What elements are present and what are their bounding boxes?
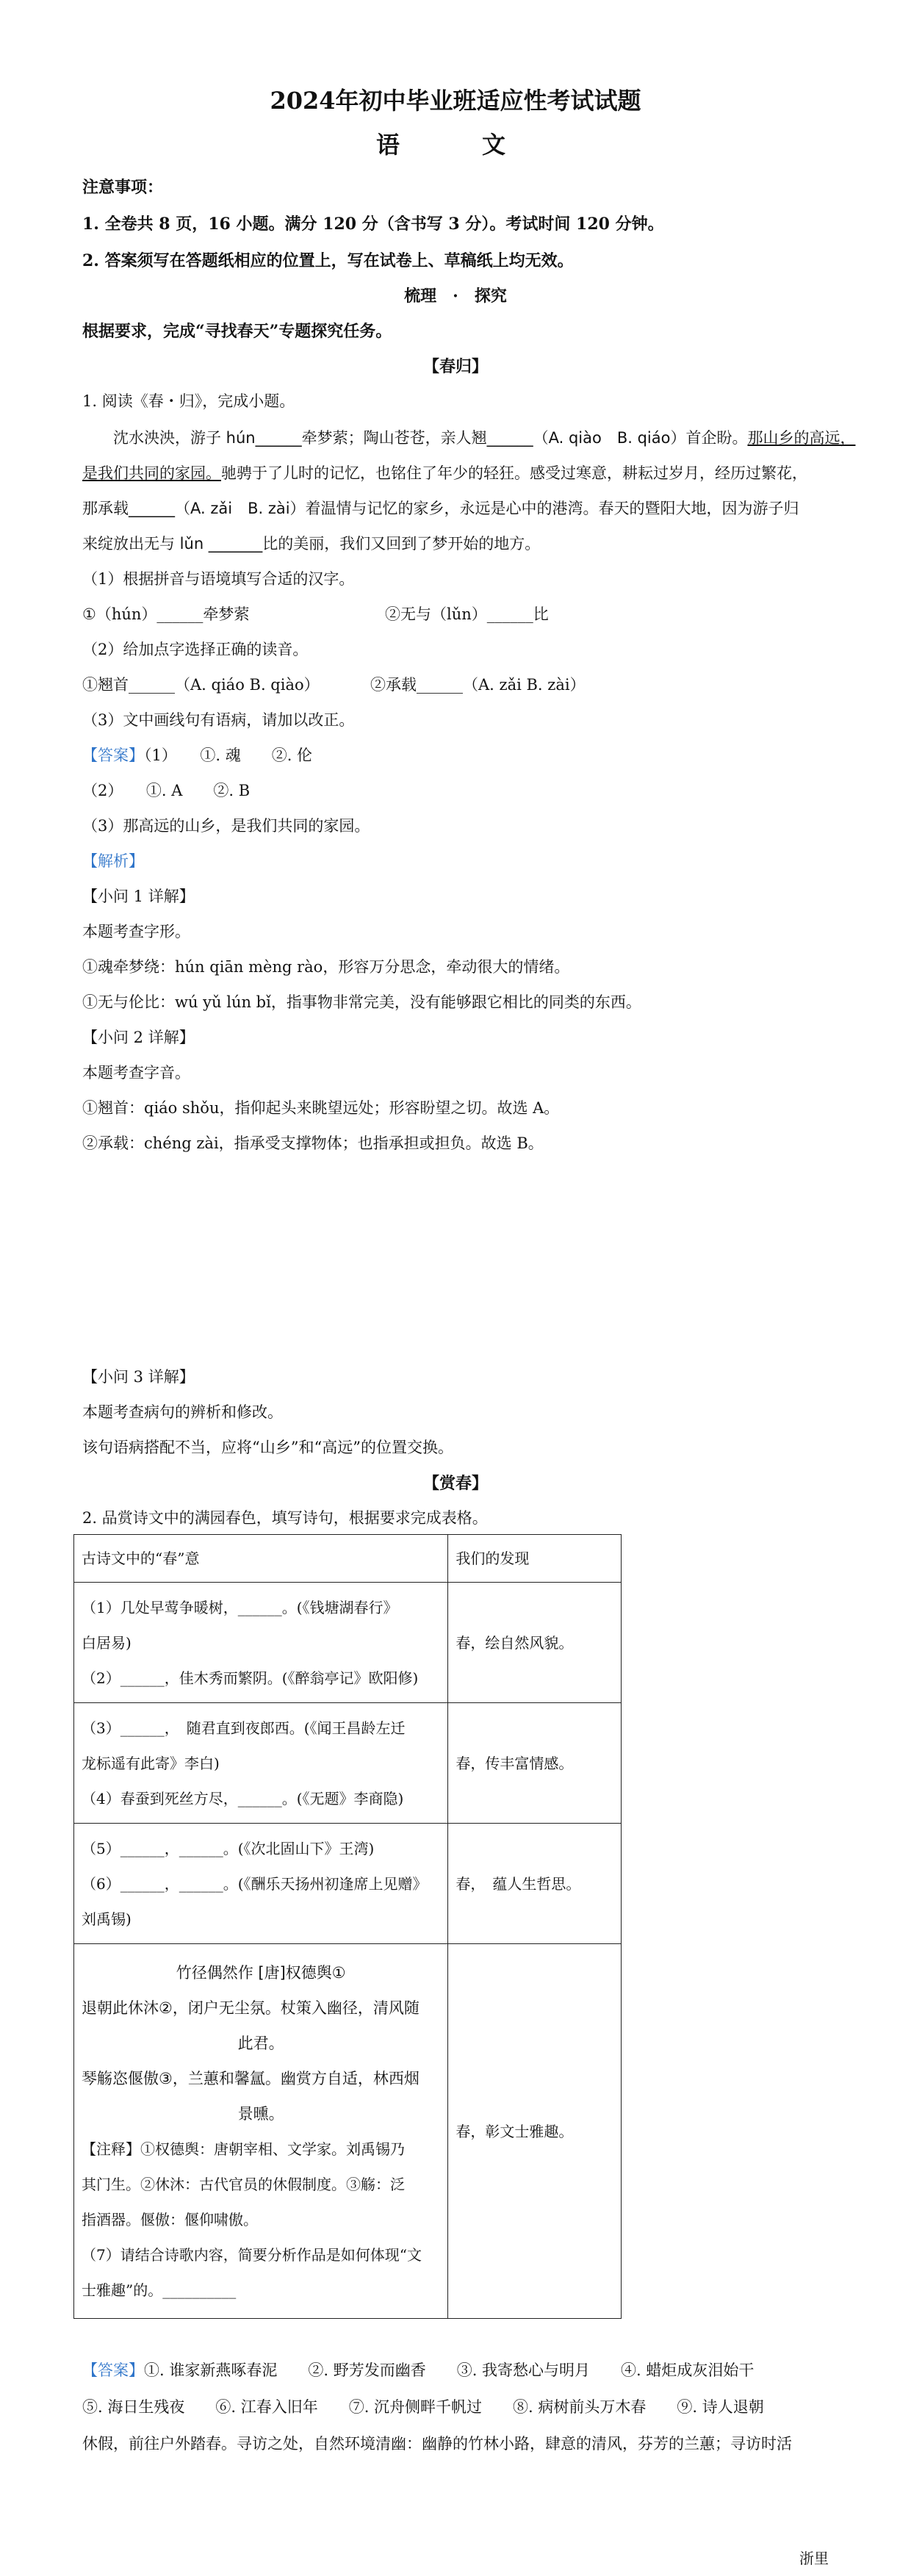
detail-3-heading: 【小问 3 详解】 [82,1368,195,1386]
sub-question-1: （1）根据拼音与语境填写合适的汉字。 [82,570,355,588]
detail-3-line-2: 该句语病搭配不当，应将“山乡”和“高远”的位置交换。 [82,1439,453,1456]
sub-question-1b: ②无与（lǔn）______比 [385,605,549,623]
table-cell-poems [74,1583,448,1703]
section-title: 梳理 · 探究 [404,287,507,306]
cell-line: （5）______，______。(《次北固山下》王湾) [82,1839,375,1857]
table-header-col2: 我们的发现 [448,1535,622,1583]
passage-line-4: 来绽放出无与 lǔn _______比的美丽，我们又回到了梦开始的地方。 [82,535,541,553]
table-cell-poems [74,1824,448,1944]
poem-line: 琴觞恣偃傲③，兰蕙和馨氲。幽赏方自适，林西烟 [82,2069,420,2087]
q2-answer-row-1 [82,2359,754,2381]
answer-2: （2） ①. A ②. B [82,782,251,799]
table-row [74,1583,622,1703]
note-line: 指酒器。偃傲：偃仰啸傲。 [82,2210,258,2228]
note-line: 其门生。②休沐：古代官员的休假制度。③觞：泛 [82,2175,405,2193]
subject-title: 语 文 [375,131,535,159]
table-cell-poem-question [74,1944,448,2319]
note-line: （7）请结合诗歌内容，简要分析作品是如何体现“文 [82,2245,422,2264]
table-cell-finding: 春，绘自然风貌。 [448,1583,622,1703]
q2-answer-line-2: ⑤. 海日生残夜 ⑥. 江春入旧年 ⑦. 沉舟侧畔千帆过 ⑧. 病树前头万木春 ⑨. 诗人退朝 [82,2398,764,2416]
cell-line: （4）春蚕到死丝方尽，______。(《无题》李商隐) [82,1789,404,1807]
footer-mark: 浙里 [799,2550,829,2567]
q2-answer-line-1: ①. 谁家新燕啄春泥 ②. 野芳发而幽香 ③. 我寄愁心与明月 ④. 蜡炬成灰泪始干 [144,2361,755,2379]
table-header-row [74,1535,622,1583]
q2-answer-line-3: 休假，前往户外踏春。寻访之处，自然环境清幽：幽静的竹林小路，肆意的清风，芬芳的兰蕙；寻访时活 [82,2435,792,2453]
notice-item-1: 1. 全卷共 8 页，16 小题。满分 120 分（含书写 3 分）。考试时间 120 分钟。 [82,215,664,234]
answer-label: 【答案】 [82,746,144,764]
poem-line: 景曛。 [237,2104,284,2123]
table-cell-finding: 春， 蕴人生哲思。 [448,1824,622,1944]
note-line: 士雅趣”的。__________ [82,2281,237,2299]
part1-heading: 【春归】 [422,357,488,376]
task-intro: 根据要求，完成“寻找春天”专题探究任务。 [82,322,392,341]
sub-question-2a: ①翘首______（A. qiáo B. qiào） [82,676,320,694]
answer-3: （3）那高远的山乡，是我们共同的家园。 [82,817,370,835]
poem-line: 此君。 [237,2034,284,2052]
part2-heading: 【赏春】 [422,1474,488,1493]
detail-2-line-3: ②承载：chéng zài，指承受支撑物体；也指承担或担负。故选 B。 [82,1134,544,1152]
notice-heading: 注意事项： [82,178,164,197]
detail-1-line-2: ①魂牵梦绕：hún qiān mèng rào，形容万分思念，牵动很大的情绪。 [82,958,570,976]
q2-stem: 2. 品赏诗文中的满园春色，填写诗句，根据要求完成表格。 [82,1509,488,1527]
sub-question-1a: ①（hún）______牵梦萦 [82,605,250,623]
table-cell-finding: 春，传丰富情感。 [448,1703,622,1824]
passage-line-1a: 沈水泱泱，游子 hún______牵梦萦；陶山苍苍，亲人翘______（A. qiào B. qiáo）首企盼。 [113,429,748,447]
table-row [74,1824,622,1944]
note-line: 【注释】①权德舆：唐朝宰相、文学家。刘禹锡乃 [82,2140,405,2158]
poem-title: 竹径偶然作 [唐]权德舆① [176,1963,346,1982]
passage-underlined-2: 是我们共同的家园。 [82,464,221,482]
table-cell-poems [74,1703,448,1824]
detail-2-heading: 【小问 2 详解】 [82,1029,195,1046]
sub-question-3: （3）文中画线句有语病，请加以改正。 [82,711,355,729]
cell-line: 刘禹锡) [82,1910,132,1928]
table-header-col1: 古诗文中的“春”意 [74,1535,448,1583]
passage-line-2 [82,461,807,483]
passage-line-2b: 驰骋于了儿时的记忆，也铭住了年少的轻狂。感受过寒意，耕耘过岁月，经历过繁花， [221,464,807,482]
cell-line: 白居易) [82,1633,132,1652]
table-row [74,1703,622,1824]
answer-1: （1） ①. 魂 ②. 伦 [144,746,313,764]
poem-line: 退朝此休沐②，闭户无尘氛。杖策入幽径，清风随 [82,1998,420,2017]
table-cell-finding: 春，彰文士雅趣。 [448,1944,622,2319]
analysis-label: 【解析】 [82,852,144,870]
exam-title: 2024年初中毕业班适应性考试试题 [270,87,641,115]
detail-3-line-1: 本题考查病句的辨析和修改。 [82,1403,283,1421]
cell-line: （2）______，佳木秀而繁阴。(《醉翁亭记》欧阳修) [82,1669,419,1687]
detail-1-line-3: ①无与伦比：wú yǔ lún bǐ，指事物非常完美，没有能够跟它相比的同类的东西。 [82,993,641,1011]
sub-question-2: （2）给加点字选择正确的读音。 [82,641,309,658]
q1-stem: 1. 阅读《春・归》，完成小题。 [82,392,295,410]
poetry-table [73,1534,622,2319]
detail-2-line-2: ①翘首：qiáo shǒu，指仰起头来眺望远处；形容盼望之切。故选 A。 [82,1099,560,1117]
sub-question-2b: ②承载______（A. zǎi B. zài） [370,676,586,694]
cell-line: 龙标遥有此寄》李白) [82,1754,220,1772]
answer-label: 【答案】 [82,2361,144,2379]
cell-line: （6）______，______。(《酬乐天扬州初逢席上见赠》 [82,1874,428,1893]
table-row [74,1944,622,2319]
detail-1-heading: 【小问 1 详解】 [82,888,195,905]
answer-row-1 [82,744,312,766]
passage-underlined-1: 那山乡的高远， [747,429,856,447]
passage-line-1 [113,426,855,448]
cell-line: （3）______， 随君直到夜郎西。(《闻王昌龄左迁 [82,1719,406,1737]
detail-2-line-1: 本题考查字音。 [82,1064,190,1082]
notice-item-2: 2. 答案须写在答题纸相应的位置上，写在试卷上、草稿纸上均无效。 [82,251,574,270]
passage-line-3: 那承载______（A. zǎi B. zài）着温情与记忆的家乡，永远是心中的港湾。春天的暨阳大地，因为游子归 [82,500,799,517]
detail-1-line-1: 本题考查字形。 [82,923,190,940]
cell-line: （1）几处早莺争暖树，______。(《钱塘湖春行》 [82,1598,398,1616]
